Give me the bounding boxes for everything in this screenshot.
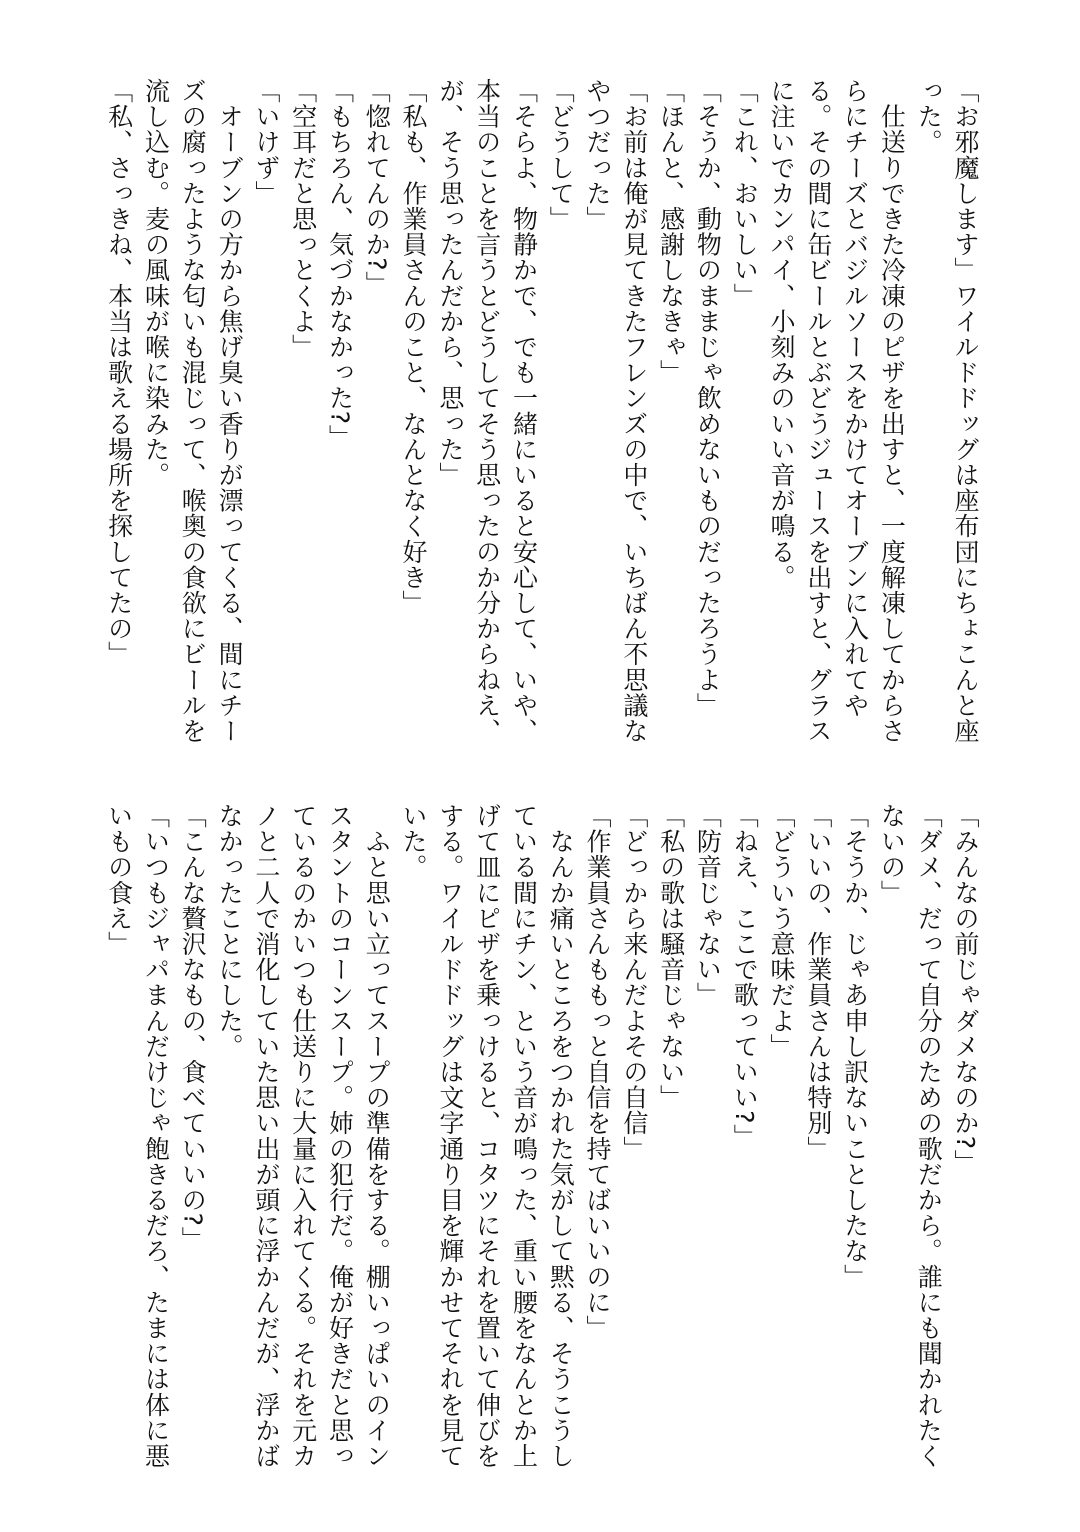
text-column: 「私の歌は騒音じゃない」 bbox=[656, 803, 686, 1111]
text-column: ふと思い立ってスープの準備をする。棚いっぱいのイン bbox=[362, 803, 392, 1469]
text-column: なかったことにした。 bbox=[215, 803, 245, 1059]
text-column: ないの」 bbox=[877, 803, 907, 906]
text-column: 「どうして」 bbox=[546, 78, 576, 232]
text-column: らにチーズとバジルソースをかけてオーブンに入れてや bbox=[840, 78, 870, 718]
text-column: いた。 bbox=[399, 803, 429, 880]
text-column: 「どっから来んだよその自信」 bbox=[619, 803, 649, 1162]
text-column: いもの食え」 bbox=[104, 803, 134, 957]
text-column: 「もちろん、気づかなかった?」 bbox=[325, 78, 355, 451]
text-column: 「ダメ、だって自分のための歌だから。誰にも聞かれたく bbox=[914, 803, 944, 1469]
text-column: 「そうか、じゃあ申し訳ないことしたな」 bbox=[840, 803, 870, 1290]
upper-text-block bbox=[98, 78, 983, 758]
text-column: する。ワイルドドッグは文字通り目を輝かせてそれを見て bbox=[435, 803, 465, 1469]
text-column: ズの腐ったような匂いも混じって、喉奥の食欲にビールを bbox=[178, 78, 208, 744]
text-column: なんか痛いところをつかれた気がして黙る、そうこうし bbox=[546, 803, 576, 1469]
text-column: 本当のことを言うとどうしてそう思ったのか分からねえ、 bbox=[472, 78, 502, 744]
text-column: 「お邪魔します」ワイルドドッグは座布団にちょこんと座 bbox=[951, 78, 980, 744]
text-column: 「みんなの前じゃダメなのか?」 bbox=[951, 803, 980, 1176]
text-column: 「空耳だと思っとくよ」 bbox=[288, 78, 318, 360]
text-column: ているのかいつも仕送りに大量に入れてくる。それを元カ bbox=[288, 803, 318, 1469]
text-column: 「防音じゃない」 bbox=[693, 803, 723, 1008]
text-column: 「私も、作業員さんのこと、なんとなく好き」 bbox=[399, 78, 429, 616]
text-column: スタントのコーンスープ。姉の犯行だ。俺が好きだと思っ bbox=[325, 803, 355, 1469]
lower-text-block bbox=[98, 803, 983, 1483]
text-column: 「こんな贅沢なもの、食べていいの?」 bbox=[178, 803, 208, 1253]
text-column: 「ねえ、ここで歌っていい?」 bbox=[730, 803, 760, 1150]
text-column: 「そうか、動物のままじゃ飲めないものだったろうよ」 bbox=[693, 78, 723, 718]
text-column: 「お前は俺が見てきたフレンズの中で、いちばん不思議な bbox=[619, 78, 649, 744]
text-column: 「いつもジャパまんだけじゃ飽きるだろ、たまには体に悪 bbox=[141, 803, 171, 1469]
text-column: やつだった」 bbox=[583, 78, 613, 232]
text-column: に注いでカンパイ、小刻みのいい音が鳴る。 bbox=[767, 78, 797, 590]
text-column: 流し込む。麦の風味が喉に染みた。 bbox=[141, 78, 171, 488]
text-column: る。その間に缶ビールとぶどうジュースを出すと、グラス bbox=[803, 78, 833, 744]
text-column: 「そらよ、物静かで、でも一緒にいると安心して、いや、 bbox=[509, 78, 539, 744]
text-column: 「これ、おいしい」 bbox=[730, 78, 760, 309]
text-column: 「どういう意味だよ」 bbox=[767, 803, 797, 1059]
text-column: 「いいの、作業員さんは特別」 bbox=[803, 803, 833, 1162]
text-column: 「作業員さんももっと自信を持てばいいのに」 bbox=[583, 803, 613, 1341]
text-column: が、そう思ったんだから、思った」 bbox=[435, 78, 465, 488]
text-column: 仕送りできた冷凍のピザを出すと、一度解凍してからさ bbox=[877, 78, 907, 744]
text-column: げて皿にピザを乗っけると、コタツにそれを置いて伸びを bbox=[472, 803, 502, 1469]
text-column: 「ほんと、感謝しなきゃ」 bbox=[656, 78, 686, 386]
text-column: オーブンの方から焦げ臭い香りが漂ってくる、間にチー bbox=[215, 78, 245, 744]
text-column: ノと二人で消化していた思い出が頭に浮かんだが、浮かば bbox=[251, 803, 281, 1469]
text-column: った。 bbox=[914, 78, 944, 155]
text-column: 「いけず」 bbox=[251, 78, 281, 206]
text-column: 「私、さっきね、本当は歌える場所を探してたの」 bbox=[104, 78, 134, 667]
text-column: ている間にチン、という音が鳴った、重い腰をなんとか上 bbox=[509, 803, 539, 1469]
text-column: 「惚れてんのか?」 bbox=[362, 78, 392, 297]
